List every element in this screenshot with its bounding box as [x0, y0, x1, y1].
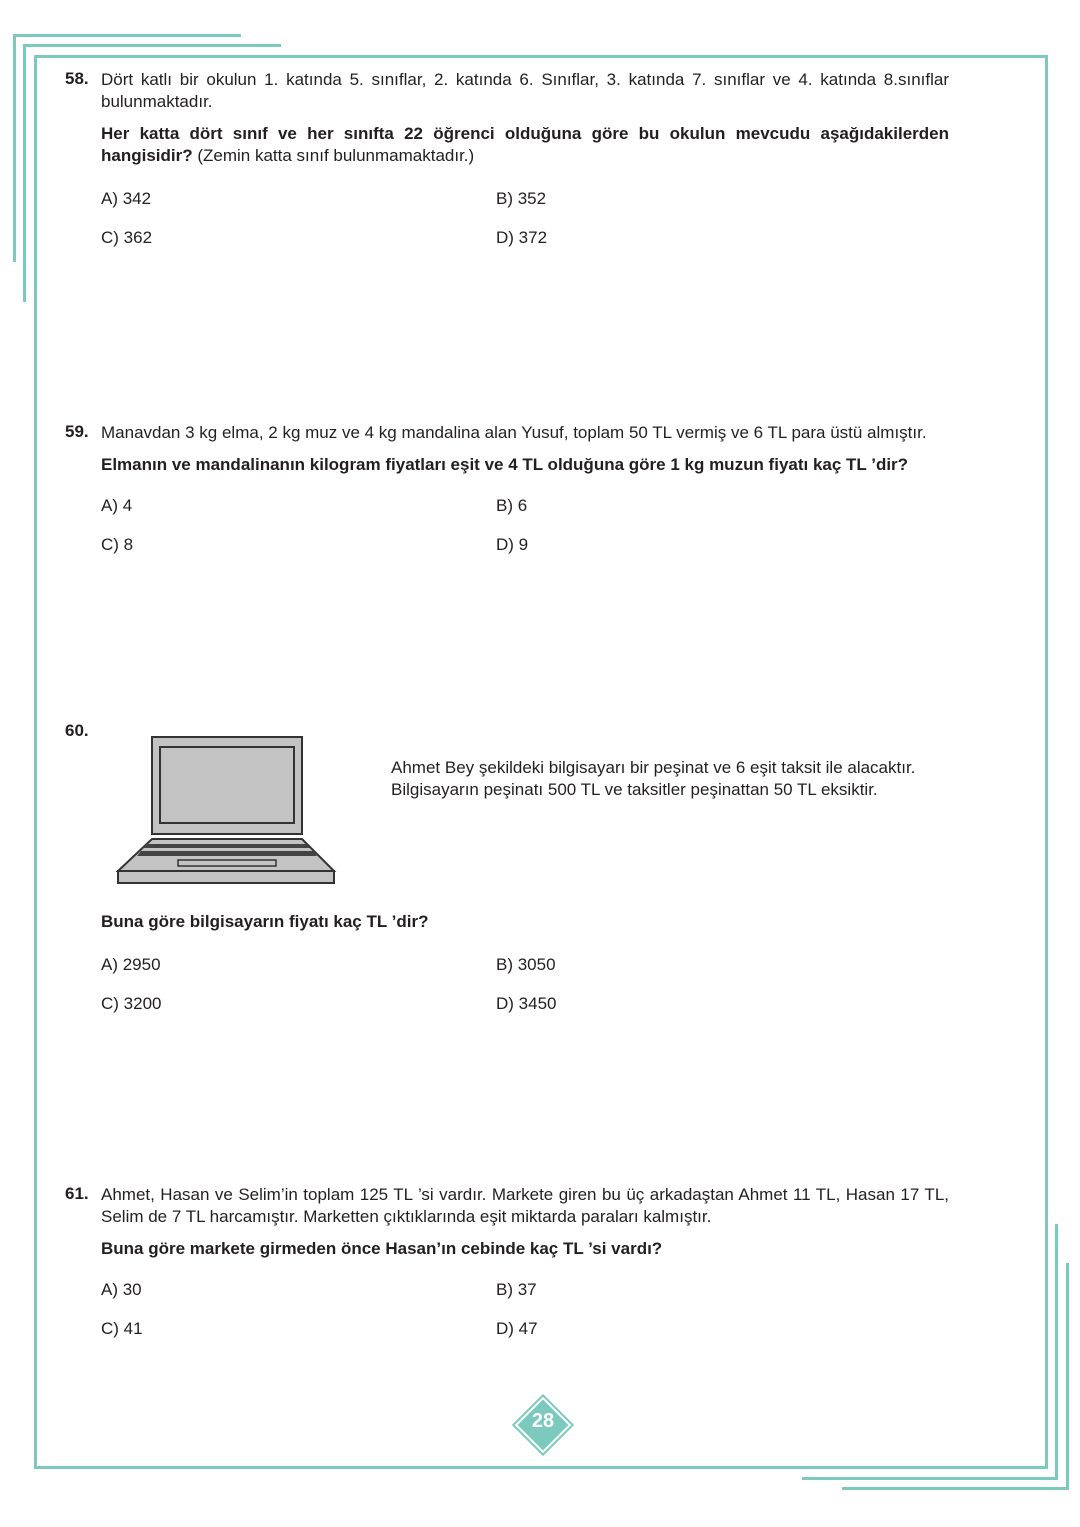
option-b[interactable]: B) 6	[496, 496, 528, 515]
question-text: Manavdan 3 kg elma, 2 kg muz ve 4 kg mandalina alan Yusuf, toplam 50 TL vermiş ve 6 TL para üstü almıştır.	[101, 423, 927, 442]
option-a[interactable]: A) 4	[101, 496, 133, 515]
question-prompt: Buna göre bilgisayarın fiyatı kaç TL ’dir?	[101, 912, 429, 931]
option-c[interactable]: C) 362	[101, 228, 153, 247]
option-b[interactable]: B) 37	[496, 1280, 537, 1299]
question-number: 60.	[65, 721, 89, 740]
option-c[interactable]: C) 41	[101, 1319, 143, 1338]
option-a[interactable]: A) 2950	[101, 955, 161, 974]
option-b[interactable]: B) 3050	[496, 955, 556, 974]
question-prompt: Her katta dört sınıf ve her sınıfta 22 öğrenci olduğuna göre bu okulun mevcudu aşağıdakilerden hangisidir?	[101, 124, 949, 165]
question-59	[65, 422, 949, 576]
page-number: 28	[531, 1410, 555, 1432]
laptop-image	[116, 736, 338, 886]
question-note: (Zemin katta sınıf bulunmamaktadır.)	[192, 146, 475, 165]
option-d[interactable]: D) 47	[496, 1319, 538, 1338]
option-a[interactable]: A) 342	[101, 189, 152, 208]
question-60	[65, 911, 949, 1035]
frame-line	[13, 34, 241, 37]
question-prompt: Elmanın ve mandalinanın kilogram fiyatları eşit ve 4 TL olduğuna göre 1 kg muzun fiyatı kaç TL ’dir?	[101, 455, 909, 474]
option-c[interactable]: C) 8	[101, 535, 134, 554]
question-text: Dört katlı bir okulun 1. katında 5. sınıflar, 2. katında 6. Sınıflar, 3. katında 7. sınıflar ve 4. katında 8.sınıflar bulunmaktadır.	[101, 70, 949, 111]
frame-line	[13, 34, 16, 262]
frame-line	[842, 1487, 1069, 1490]
frame-line	[1066, 1263, 1069, 1490]
option-d[interactable]: D) 372	[496, 228, 548, 247]
option-b[interactable]: B) 352	[496, 189, 547, 208]
question-prompt: Buna göre markete girmeden önce Hasan’ın cebinde kaç TL ’si vardı?	[101, 1239, 663, 1258]
question-58	[65, 69, 949, 269]
option-a[interactable]: A) 30	[101, 1280, 142, 1299]
question-61	[65, 1184, 949, 1360]
option-d[interactable]: D) 3450	[496, 994, 557, 1013]
frame-line	[23, 44, 26, 302]
option-d[interactable]: D) 9	[496, 535, 529, 554]
question-number: 59.	[65, 422, 89, 441]
frame-line	[1055, 1224, 1058, 1480]
option-c[interactable]: C) 3200	[101, 994, 162, 1013]
question-text: Ahmet, Hasan ve Selim’in toplam 125 TL ’si vardır. Markete giren bu üç arkadaştan Ahmet 11 TL, Hasan 17 TL, Selim de 7 TL harcamıştır. Marketten çıktıklarında eşit miktarda paraları kalmıştır.	[101, 1185, 949, 1226]
question-number: 61.	[65, 1184, 89, 1203]
frame-line	[23, 44, 281, 47]
question-number: 58.	[65, 69, 89, 88]
question-text: Ahmet Bey şekildeki bilgisayarı bir peşinat ve 6 eşit taksit ile alacaktır. Bilgisayarın peşinatı 500 TL ve taksitler peşinattan 50 TL eksiktir.	[391, 758, 916, 799]
frame-line	[802, 1477, 1058, 1480]
